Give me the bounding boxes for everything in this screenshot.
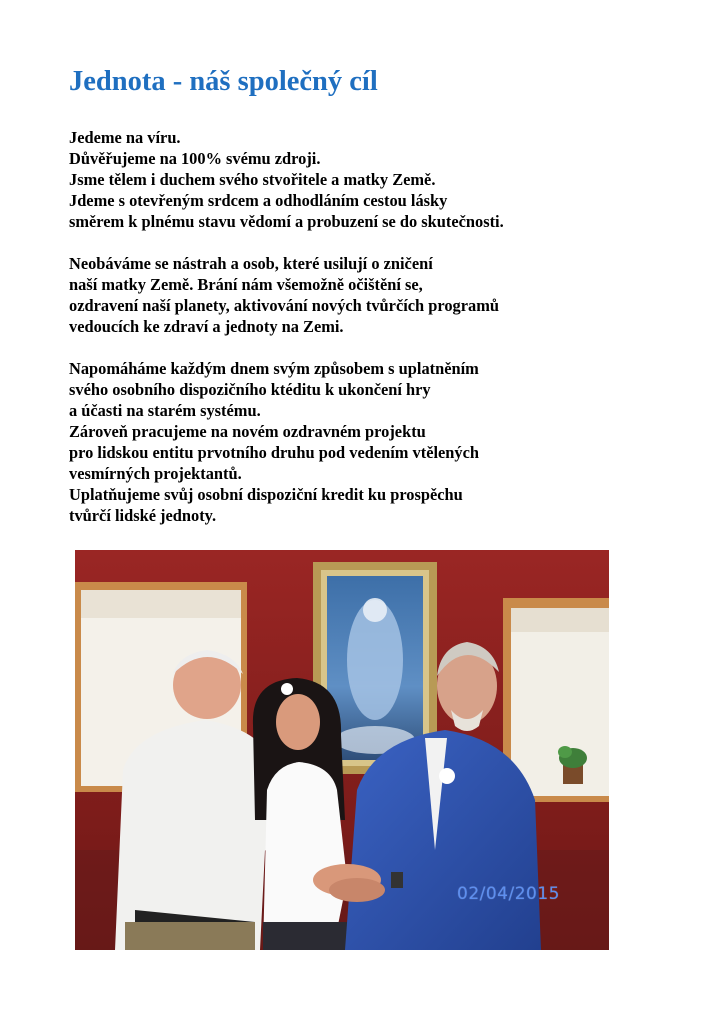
text-line: směrem k plnému stavu vědomí a probuzení se do skutečnosti. <box>69 212 504 231</box>
text-line: Důvěřujeme na 100% svému zdroji. <box>69 149 321 168</box>
page-title: Jednota - náš společný cíl <box>69 66 378 97</box>
text-line: Napomáháme každým dnem svým způsobem s uplatněním <box>69 359 479 378</box>
text-line: Uplatňujeme svůj osobní dispoziční kredit ku prospěchu <box>69 485 463 504</box>
text-line: Jdeme s otevřeným srdcem a odhodláním cestou lásky <box>69 191 448 210</box>
text-line: ozdravení naší planety, aktivování nových tvůrčích programů <box>69 296 499 315</box>
person-middle <box>253 678 347 950</box>
paragraph <box>69 253 669 337</box>
text-line: Neobáváme se nástrah a osob, které usilují o zničení <box>69 254 433 273</box>
text-line: a účasti na starém systému. <box>69 401 261 420</box>
paragraph <box>69 127 669 232</box>
group-photo <box>75 550 609 950</box>
document-body <box>69 127 669 547</box>
text-line: vedoucích ke zdraví a jednoty na Zemi. <box>69 317 344 336</box>
text-line: Jedeme na víru. <box>69 128 181 147</box>
text-line: naší matky Země. Brání nám všemožně očištění se, <box>69 275 423 294</box>
text-line: Zároveň pracujeme na novém ozdravném projektu <box>69 422 426 441</box>
text-line: tvůrčí lidské jednoty. <box>69 506 217 525</box>
text-line: pro lidskou entitu prvotního druhu pod vedením vtělených <box>69 443 480 462</box>
text-line: svého osobního dispozičního ktéditu k ukončení hry <box>69 380 431 399</box>
text-line: Jsme tělem i duchem svého stvořitele a matky Země. <box>69 170 436 189</box>
photo-date-stamp: 02/04/2015 <box>457 884 560 904</box>
text-line: vesmírných projektantů. <box>69 464 242 483</box>
paragraph <box>69 358 669 526</box>
